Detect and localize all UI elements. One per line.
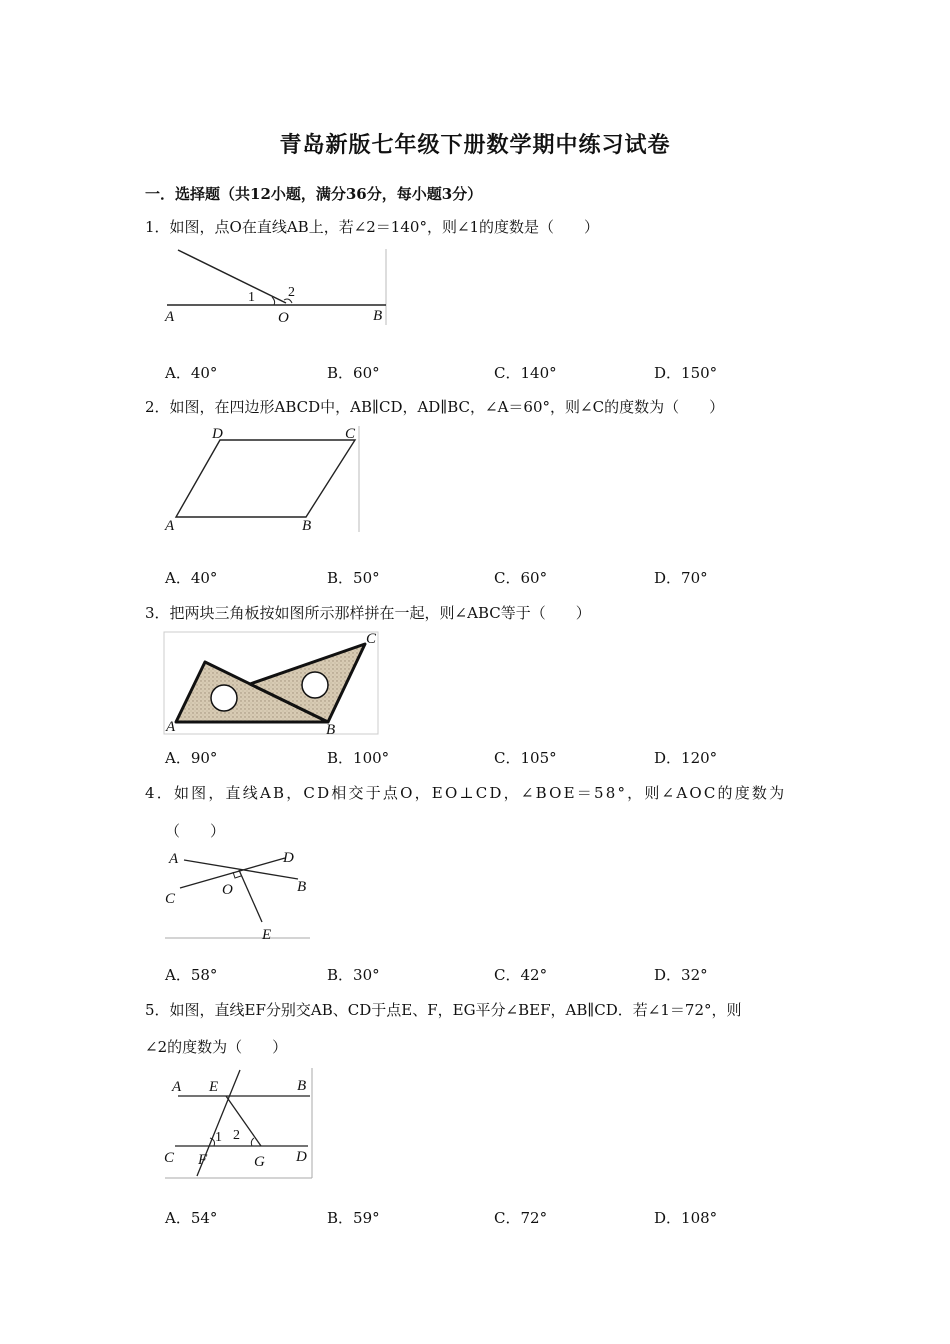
q1-label-2: 2 (288, 285, 295, 300)
q2-option-d[interactable]: D．70° (654, 569, 708, 587)
q5-label-1: 1 (215, 1130, 222, 1145)
question-1-figure (160, 245, 392, 330)
q4-label-o: O (222, 882, 233, 898)
q2-option-a[interactable]: A．40° (165, 569, 218, 587)
q3-label-b: B (326, 722, 336, 738)
q1-option-c[interactable]: C．140° (494, 364, 557, 382)
question-2-figure (160, 424, 365, 536)
question-3-figure (160, 628, 382, 738)
q2-label-a: A (165, 518, 175, 534)
q5-option-c[interactable]: C．72° (494, 1209, 548, 1227)
q4-label-b: B (297, 879, 307, 895)
q5-label-a: A (172, 1079, 182, 1095)
q2-label-b: B (302, 518, 312, 534)
question-2-text: 2．如图，在四边形ABCD中，AB∥CD，AD∥BC，∠A＝60°，则∠C的度数为（ ） (145, 398, 725, 416)
q5-label-d: D (296, 1149, 307, 1165)
q3-option-a[interactable]: A．90° (165, 749, 218, 767)
page-title: 青岛新版七年级下册数学期中练习试卷 (279, 132, 671, 158)
q2-option-c[interactable]: C．60° (494, 569, 548, 587)
q4-option-c[interactable]: C．42° (494, 966, 548, 984)
q5-option-b[interactable]: B．59° (327, 1209, 380, 1227)
q2-label-d: D (212, 426, 223, 442)
q5-label-f: F (198, 1152, 208, 1168)
q1-label-b: B (373, 308, 383, 324)
q1-label-1: 1 (248, 290, 255, 305)
q5-label-2: 2 (233, 1128, 240, 1143)
q1-label-o: O (278, 310, 289, 326)
q3-option-d[interactable]: D．120° (654, 749, 718, 767)
q1-option-d[interactable]: D．150° (654, 364, 718, 382)
question-1-text: 1．如图，点O在直线AB上，若∠2＝140°，则∠1的度数是（ ） (145, 218, 600, 236)
question-5-figure (160, 1066, 318, 1182)
q4-label-e: E (262, 927, 272, 943)
q2-label-c: C (345, 426, 356, 442)
q1-option-a[interactable]: A．40° (165, 364, 218, 382)
question-5-text: 5．如图，直线EF分别交AB、CD于点E、F，EG平分∠BEF，AB∥CD．若∠1＝72°，则 (145, 1001, 742, 1019)
q1-option-b[interactable]: B．60° (327, 364, 380, 382)
question-4-text-cont: （ ） (165, 822, 226, 840)
q4-option-b[interactable]: B．30° (327, 966, 380, 984)
question-5-text-cont: ∠2的度数为（ ） (145, 1038, 288, 1056)
q3-label-a: A (166, 719, 176, 735)
q4-option-d[interactable]: D．32° (654, 966, 708, 984)
q3-option-b[interactable]: B．100° (327, 749, 390, 767)
question-3-text: 3．把两块三角板按如图所示那样拼在一起，则∠ABC等于（ ） (145, 604, 591, 622)
q3-label-c: C (366, 631, 377, 647)
q5-option-a[interactable]: A．54° (165, 1209, 218, 1227)
q4-label-c: C (165, 891, 176, 907)
q5-label-g: G (254, 1154, 265, 1170)
q2-option-b[interactable]: B．50° (327, 569, 380, 587)
q4-option-a[interactable]: A．58° (165, 966, 218, 984)
section-heading: 一．选择题（共12小题，满分36分，每小题3分） (145, 185, 483, 203)
q5-label-b: B (297, 1078, 307, 1094)
q4-label-d: D (283, 850, 294, 866)
q3-option-c[interactable]: C．105° (494, 749, 557, 767)
q5-label-c: C (164, 1150, 175, 1166)
q1-label-a: A (165, 309, 175, 325)
q5-option-d[interactable]: D．108° (654, 1209, 718, 1227)
question-4-figure (160, 846, 315, 944)
q5-label-e: E (209, 1079, 219, 1095)
q4-label-a: A (169, 851, 179, 867)
question-4-text: 4．如图，直线AB，CD相交于点O，EO⊥CD，∠BOE＝58°，则∠AOC的度数为 (145, 784, 787, 802)
